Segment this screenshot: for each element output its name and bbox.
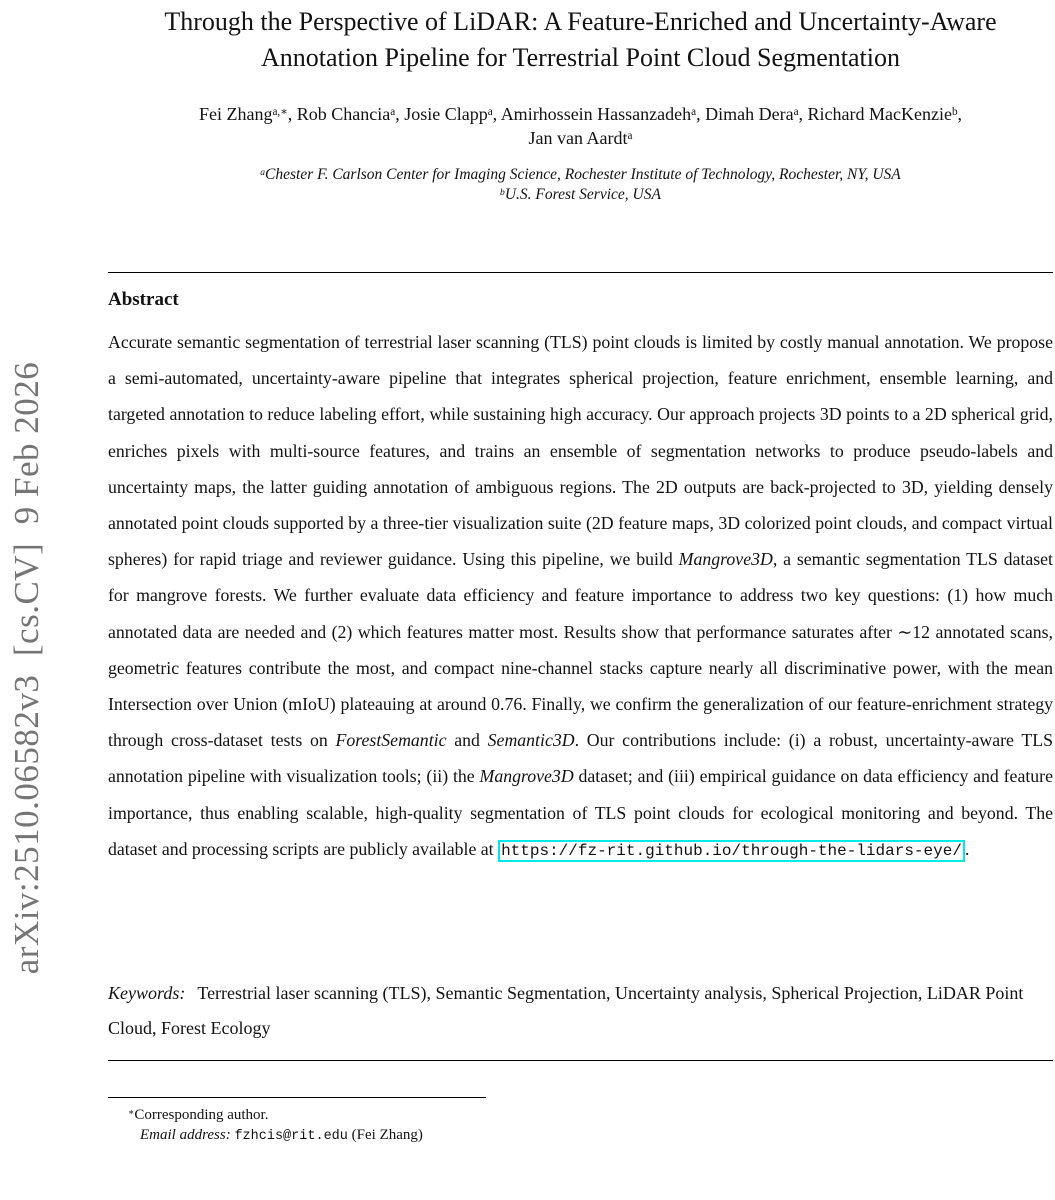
author-name: Rob Chancia	[296, 104, 391, 124]
author-affiliation-mark: a	[627, 129, 633, 142]
affiliation-mark: b	[500, 186, 505, 198]
abstract-text-segment: . Our contributions include: (i) a robust, uncertainty-aware TLS annotation pipeline with visualization tools; (ii) the	[108, 730, 1053, 787]
affiliation	[108, 185, 1053, 205]
author-name: Jan van Aardt	[528, 128, 628, 148]
abstract-text-segment: and	[446, 730, 488, 751]
author-affiliation-mark: a	[390, 105, 396, 118]
author-name: Fei Zhang	[198, 104, 273, 124]
author-name: Amirhossein Hassanzadeh	[500, 104, 692, 124]
author	[199, 104, 288, 124]
author-affiliation-mark: a	[793, 105, 799, 118]
corresponding-author-note	[108, 1105, 1053, 1125]
author	[297, 104, 395, 124]
dataset-name: Mangrove3D	[479, 766, 574, 787]
author-name: Richard MacKenzie	[807, 104, 952, 124]
affiliation-text: Chester F. Carlson Center for Imaging Science, Rochester Institute of Technology, Rochester, NY, USA	[265, 166, 901, 183]
author-list	[108, 102, 1053, 150]
author-separator: ,	[395, 104, 405, 124]
author	[808, 104, 958, 124]
abstract-heading: Abstract	[108, 289, 179, 310]
author	[501, 104, 696, 124]
author	[705, 104, 798, 124]
author-name: Dimah Dera	[705, 104, 794, 124]
affiliation-text: U.S. Forest Service, USA	[504, 186, 661, 203]
abstract-text-segment: dataset; and (iii) empirical guidance on data efficiency and feature importance, thus enabling scalable, high-quality segmentation of TLS point clouds for ecological monitoring and beyond. The dataset and processing scripts are publicly available at	[108, 766, 1053, 859]
author-separator: ,	[957, 104, 963, 124]
author-affiliation-mark: a	[691, 105, 697, 118]
abstract-section	[108, 272, 1053, 1061]
affiliation	[108, 165, 1053, 185]
author	[529, 128, 633, 148]
footnote-marker: ∗	[128, 1107, 135, 1118]
keywords-line	[108, 976, 1053, 1046]
footnote-text: Corresponding author.	[134, 1107, 269, 1123]
paper-title: Through the Perspective of LiDAR: A Feature-Enriched and Uncertainty-Aware Annotation Pipeline for Terrestrial Point Cloud Segmentation	[164, 7, 997, 72]
abstract-text-segment: , a semantic segmentation TLS dataset for mangrove forests. We further evaluate data efficiency and feature importance to address two key questions: (1) how much annotated data are needed and (2) which features matter most. Results show that performance saturates after ∼12 annotated scans, geometric features contribute the most, and compact nine-channel stacks capture nearly all discriminative power, with the mean Intersection over Union (mIoU) plateauing at around 0.76. Finally, we confirm the generalization of our feature-enrichment strategy through cross-dataset tests on	[108, 549, 1053, 751]
email-address: fzhcis@rit.edu	[234, 1129, 348, 1144]
footnote-divider	[108, 1097, 486, 1098]
author-separator: ,	[492, 104, 501, 124]
author-affiliation-mark: a,∗	[272, 105, 288, 118]
author-separator: ,	[798, 104, 808, 124]
author-line-2	[108, 126, 1053, 150]
footnote	[108, 1105, 1053, 1147]
dataset-name: Mangrove3D	[678, 549, 773, 570]
author-affiliation-mark: a	[487, 105, 493, 118]
project-url-link[interactable]: https://fz-rit.github.io/through-the-lidars-eye/	[498, 840, 965, 862]
affiliation-list	[108, 165, 1053, 205]
author-affiliation-mark: b	[951, 105, 958, 118]
email-label: Email address:	[140, 1127, 231, 1143]
keywords-text: Terrestrial laser scanning (TLS), Semantic Segmentation, Uncertainty analysis, Spherical Projection, LiDAR Point Cloud, Forest Ecology	[108, 983, 1024, 1038]
dataset-name: ForestSemantic	[335, 730, 447, 751]
author-separator: ,	[696, 104, 706, 124]
paper-content	[108, 0, 1053, 1147]
email-suffix: (Fei Zhang)	[347, 1127, 423, 1143]
author-separator: ,	[287, 104, 297, 124]
author-line-1	[108, 102, 1053, 126]
author-name: Josie Clapp	[404, 104, 488, 124]
email-note	[108, 1125, 1053, 1147]
keywords-label: Keywords:	[108, 983, 186, 1003]
abstract-text-segment: Accurate semantic segmentation of terrestrial laser scanning (TLS) point clouds is limited by costly manual annotation. We propose a semi-automated, uncertainty-aware pipeline that integrates spherical projection, feature enrichment, ensemble learning, and targeted annotation to reduce labeling effort, while sustaining high accuracy. Our approach projects 3D points to a 2D spherical grid, enriches pixels with multi-source features, and trains an ensemble of segmentation networks to produce pseudo-labels and uncertainty maps, the latter guiding annotation of ambiguous regions. The 2D outputs are back-projected to 3D, yielding densely annotated point clouds supported by a three-tier visualization suite (2D feature maps, 3D colorized point clouds, and compact virtual spheres) for rapid triage and reviewer guidance. Using this pipeline, we build	[108, 332, 1053, 570]
dataset-name: Semantic3D	[487, 730, 575, 751]
affiliation-mark: a	[260, 166, 266, 178]
author	[404, 104, 492, 124]
abstract-paragraph	[108, 324, 1053, 974]
arxiv-banner: arXiv:2510.06582v3 [cs.CV] 9 Feb 2026	[7, 361, 46, 975]
abstract-text-segment: .	[964, 838, 970, 859]
